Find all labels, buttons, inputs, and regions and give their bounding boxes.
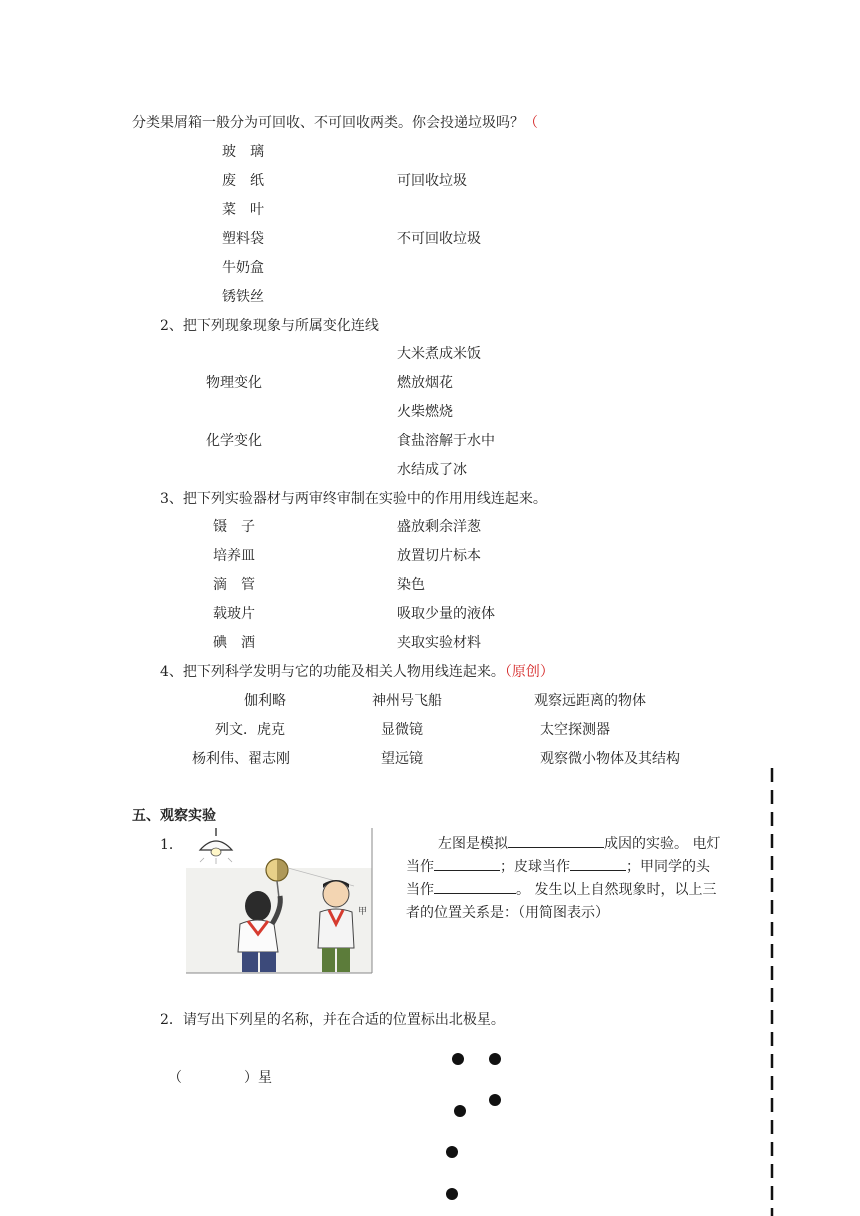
q4-function: 太空探测器 bbox=[540, 722, 610, 738]
star-dot bbox=[446, 1188, 458, 1200]
q1-item: 塑料袋 bbox=[222, 231, 264, 247]
q4-invention: 神州号飞船 bbox=[372, 693, 442, 709]
q4-person: 列文．虎克 bbox=[215, 722, 285, 738]
q3-right-item: 盛放剩余洋葱 bbox=[397, 519, 481, 535]
q4-prompt bbox=[160, 663, 554, 681]
q2-right-item: 食盐溶解于水中 bbox=[397, 433, 495, 449]
section5-heading: 五、观察实验 bbox=[132, 808, 216, 824]
q2-left-item: 物理变化 bbox=[206, 375, 262, 391]
star-dot bbox=[489, 1053, 501, 1065]
q4-prompt-text: 4、把下列科学发明与它的功能及相关人物用线连起来。 bbox=[160, 664, 505, 680]
e2-answer-blank[interactable] bbox=[182, 1068, 244, 1082]
e1-number: 1． bbox=[160, 837, 183, 853]
q1-category: 不可回收垃圾 bbox=[397, 231, 481, 247]
blank-lamp[interactable] bbox=[434, 856, 500, 871]
star-dot bbox=[489, 1094, 501, 1106]
star-diagram bbox=[430, 1040, 520, 1210]
e1-line-3: 当作 。 发生以上自然现象时，以上三 bbox=[406, 879, 716, 901]
q2-prompt: 2、把下列现象现象与所属变化连线 bbox=[160, 318, 379, 334]
q4-person: 杨利伟、翟志刚 bbox=[192, 751, 290, 767]
q2-right-item: 水结成了冰 bbox=[397, 462, 467, 478]
q2-right-item: 燃放烟花 bbox=[397, 375, 453, 391]
q3-left-item: 载玻片 bbox=[213, 606, 255, 622]
q3-right-item: 染色 bbox=[397, 577, 425, 593]
q1-item: 废 纸 bbox=[222, 173, 264, 189]
binding-dashed-line bbox=[770, 768, 774, 1216]
star-dot bbox=[454, 1105, 466, 1117]
q2-right-item: 火柴燃烧 bbox=[397, 404, 453, 420]
q4-invention: 望远镜 bbox=[381, 751, 423, 767]
q3-prompt: 3、把下列实验器材与两审终审制在实验中的作用用线连起来。 bbox=[160, 491, 547, 507]
e2-answer: （ ）星 bbox=[168, 1070, 272, 1086]
q3-left-item: 滴 管 bbox=[213, 577, 255, 593]
blank-head[interactable] bbox=[434, 879, 516, 894]
q3-right-item: 吸取少量的液体 bbox=[397, 606, 495, 622]
blank-phenomenon[interactable] bbox=[508, 833, 604, 848]
q3-left-item: 培养皿 bbox=[213, 548, 255, 564]
q1-prompt bbox=[132, 114, 538, 132]
ball-icon bbox=[266, 859, 288, 881]
blank-ball[interactable] bbox=[570, 856, 626, 871]
e1-line-4: 者的位置关系是：（用简图表示） bbox=[406, 905, 609, 921]
q3-right-item: 夹取实验材料 bbox=[397, 635, 481, 651]
star-dot bbox=[452, 1053, 464, 1065]
q1-item: 菜 叶 bbox=[222, 202, 264, 218]
q1-paren: （ bbox=[524, 115, 538, 131]
q1-item: 锈铁丝 bbox=[222, 289, 264, 305]
q3-left-item: 镊 子 bbox=[213, 519, 255, 535]
q4-function: 观察远距离的物体 bbox=[534, 693, 646, 709]
e2-prompt: 2．请写出下列星的名称，并在合适的位置标出北极星。 bbox=[160, 1012, 505, 1028]
star-dot bbox=[446, 1146, 458, 1158]
q3-left-item: 碘 酒 bbox=[213, 635, 255, 651]
q4-tag: （原创） bbox=[504, 664, 554, 680]
figure-label: 甲 bbox=[358, 907, 368, 917]
q2-right-item: 大米煮成米饭 bbox=[397, 346, 481, 362]
q4-person: 伽利略 bbox=[244, 693, 286, 709]
q1-prompt-text: 分类果屑箱一般分为可回收、不可回收两类。你会投递垃圾吗？ bbox=[132, 115, 524, 131]
q1-item: 牛奶盒 bbox=[222, 260, 264, 276]
q4-invention: 显微镜 bbox=[381, 722, 423, 738]
q1-item: 玻 璃 bbox=[222, 144, 264, 160]
e1-line-2: 当作 ；皮球当作 ；甲同学的头 bbox=[406, 856, 710, 878]
q4-function: 观察微小物体及其结构 bbox=[540, 751, 680, 767]
q3-right-item: 放置切片标本 bbox=[397, 548, 481, 564]
q1-category: 可回收垃圾 bbox=[397, 173, 467, 189]
experiment-illustration bbox=[186, 828, 374, 976]
q2-left-item: 化学变化 bbox=[206, 433, 262, 449]
e1-line-1: 左图是模拟 成因的实验。 电灯 bbox=[406, 833, 720, 855]
